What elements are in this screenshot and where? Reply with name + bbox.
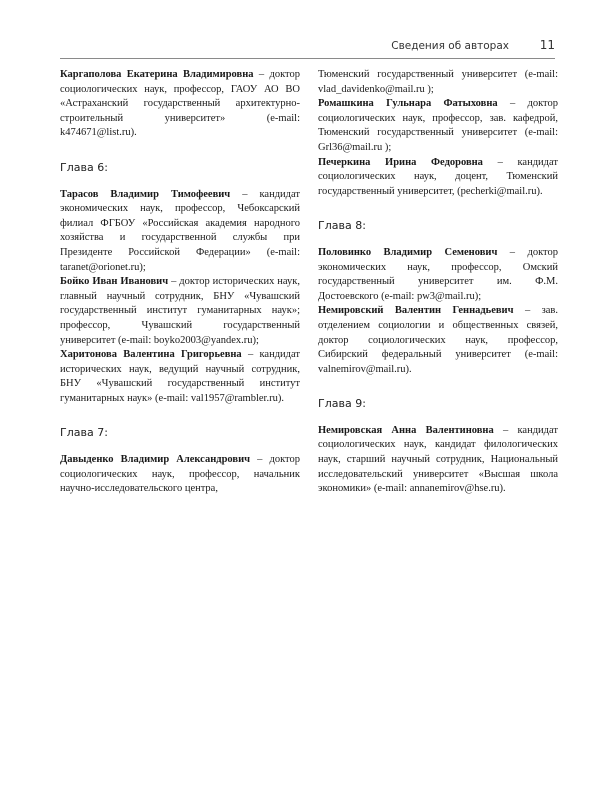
author-name: Немировская Анна Валентиновна	[318, 424, 494, 436]
author-entry	[60, 348, 300, 406]
author-name: Немировский Валентин Геннадьевич	[318, 305, 514, 317]
page-header	[60, 36, 555, 59]
author-entry	[60, 68, 300, 141]
author-name: Каргаполова Екатерина Владимировна	[60, 69, 254, 80]
author-name: Тарасов Владимир Тимофеевич	[60, 188, 231, 200]
chapter-heading: Глава 7:	[60, 426, 108, 440]
author-entry	[318, 156, 558, 200]
author-details: – кандидат социологических наук, кандидат филологических наук, старший научный сотрудник, Национальный исследовательский университет «Высшая школа экономики» (e-mail: annanemirov@hse.ru).	[318, 424, 558, 495]
author-details: – доктор социологических наук, профессор, ГАОУ АО ВО «Астраханский государственный архитектурно-строительный университет» (e-mail: k474671@list.ru).	[60, 69, 300, 139]
author-entry	[318, 304, 558, 377]
chapter-heading: Глава 6:	[60, 160, 108, 174]
author-details: – доктор социологических наук, профессор, зав. кафедрой, Тюменский государственный университет (e-mail: Grl36@mail.ru );	[318, 98, 558, 153]
section-title: Сведения об авторах	[391, 40, 509, 52]
page-number: 11	[539, 38, 555, 52]
author-entry	[318, 424, 558, 497]
author-name: Давыденко Владимир Александрович	[60, 454, 251, 466]
author-details: – доктор исторических наук, главный научный сотрудник, БНУ «Чувашский государственный институт гуманитарных наук»; профессор, Чувашский государственный университет (e-mail: boyko2003@yandex.ru);	[60, 276, 300, 346]
author-name: Половинко Владимир Семенович	[318, 246, 498, 258]
author-entry	[318, 68, 558, 97]
author-entry	[60, 188, 300, 276]
author-details: – зав. отделением социологии и общественных связей, доктор социологических наук, профессор, Сибирский федеральный университет (e-mail: valnemirov@mail.ru).	[318, 305, 558, 375]
author-details: – кандидат исторических наук, ведущий научный сотрудник, БНУ «Чувашский государственный институт гуманитарных наук» (e-mail: val1957@rambler.ru).	[60, 349, 300, 404]
author-entry	[60, 453, 300, 497]
author-name: Харитонова Валентина Григорьевна	[60, 349, 242, 361]
author-entry	[318, 246, 558, 304]
author-name: Печеркина Ирина Федоровна	[318, 156, 483, 168]
author-details: Тюменский государственный университет (e-mail: vlad_davidenko@mail.ru );	[318, 69, 558, 95]
author-details: – доктор экономических наук, профессор, Омский государственный университет им. Ф.М. Достоевского (e-mail: pw3@mail.ru);	[318, 246, 558, 302]
author-details: – кандидат экономических наук, профессор, Чебоксарский филиал ФГБОУ «Российская академия народного хозяйства и государственной службы при Президенте Российской Федерации» (e-mail: taranet@orionet.ru);	[60, 188, 300, 273]
right-column	[318, 68, 558, 497]
author-name: Ромашкина Гульнара Фатыховна	[318, 98, 498, 110]
chapter-heading: Глава 8:	[318, 219, 366, 233]
author-name: Бойко Иван Иванович	[60, 276, 169, 288]
left-column	[60, 68, 300, 497]
author-details: – доктор социологических наук, профессор, начальник научно-исследовательского центра,	[60, 454, 300, 495]
author-entry	[318, 97, 558, 155]
chapter-heading: Глава 9:	[318, 397, 366, 411]
author-details: – кандидат социологических наук, доцент, Тюменский государственный университет, (pecherki@mail.ru).	[318, 156, 558, 197]
author-entry	[60, 275, 300, 348]
